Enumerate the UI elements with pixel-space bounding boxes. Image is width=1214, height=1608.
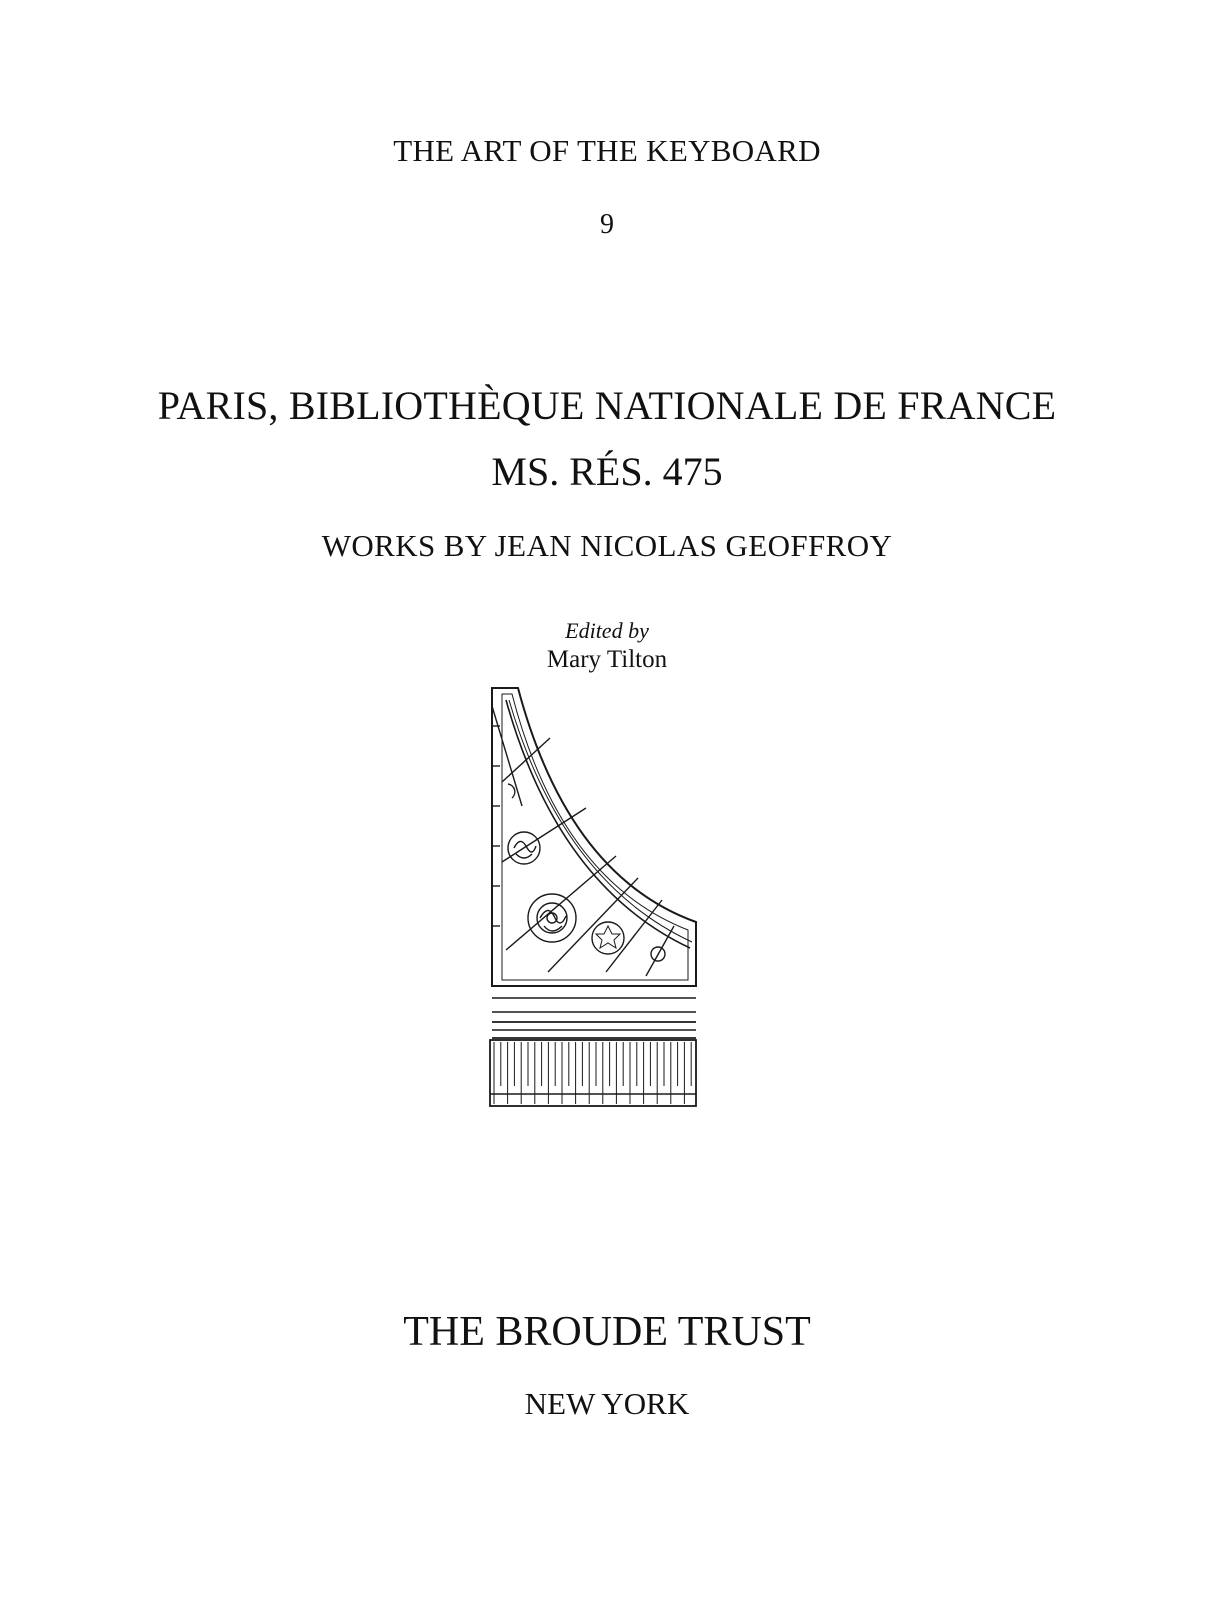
city: NEW YORK [524, 1386, 690, 1421]
harpsichord-plan-icon [478, 686, 718, 1126]
library-name: PARIS, BIBLIOTHÈQUE NATIONALE DE FRANCE [157, 383, 1057, 428]
series-title: THE ART OF THE KEYBOARD [393, 133, 821, 168]
editor-name: Mary Tilton [546, 646, 668, 673]
shelfmark: MS. RÉS. 475 [491, 449, 723, 494]
volume-number: 9 [600, 209, 614, 240]
publisher: THE BROUDE TRUST [403, 1309, 811, 1355]
works-line: WORKS BY JEAN NICOLAS GEOFFROY [321, 528, 893, 563]
edited-by-label: Edited by [565, 618, 649, 643]
